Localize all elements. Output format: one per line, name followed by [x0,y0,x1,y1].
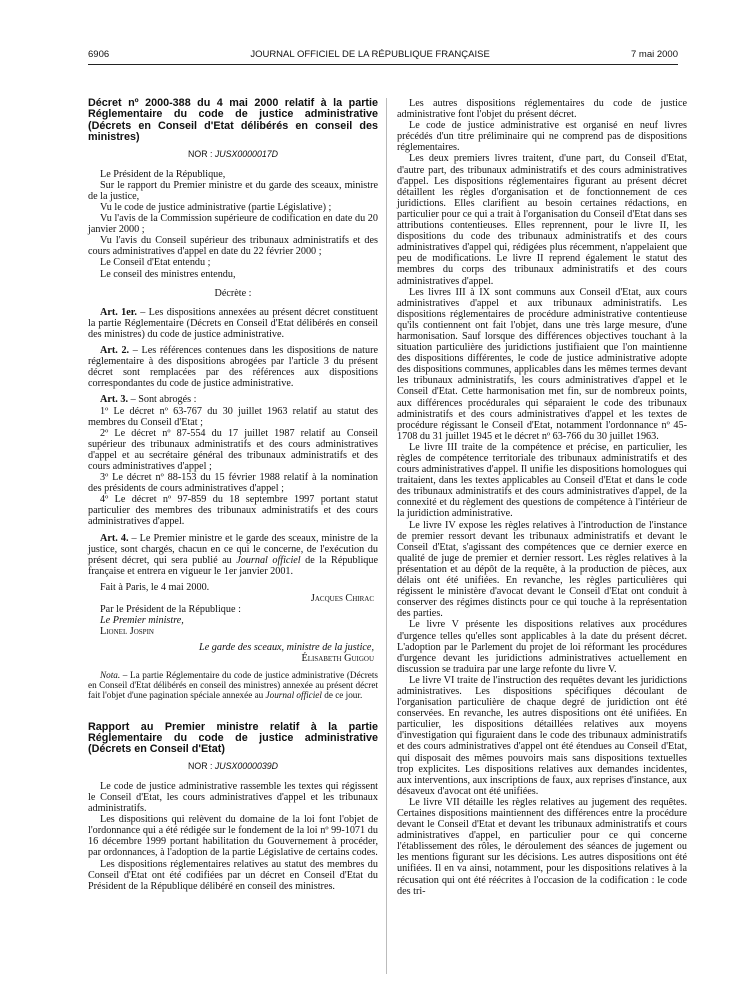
place-date: Fait à Paris, le 4 mai 2000. [100,581,210,593]
visa-5: Vu l'avis du Conseil supérieur des tribunaux administratifs et des cours administratives d'appel en date du 22 février 2000 ; [88,235,378,258]
article-3-item-3: 3º Le décret nº 88-153 du 15 février 1988 relatif à la nomination des présidents de cours administratives d'appel ; [88,472,378,495]
decrete-heading: Décrète : [214,287,252,299]
garde-des-sceaux-title: Le garde des sceaux, ministre de la justice, [199,642,374,654]
article-2-text: – Les références contenues dans les dispositions de nature réglementaire à des dispositions abrogées par l'article 3 du présent décret sont remplacées par des références aux dispositions correspondantes du code de justice administrative. [88,345,378,390]
column-divider [386,98,387,974]
report-paragraph: Les deux premiers livres traitent, d'une part, du Conseil d'Etat, d'autre part, des tribunaux administratifs et des cours administratives d'appel. Les dispositions réglementaires figurant au présent décret détaillent les règles d'organisation et de fonctionnement de ces juridictions. Elles clarifient au besoin certaines rédactions, en particulier pour ce qui a trait à l'organisation du Conseil d'Etat dans ses attributions contentieuses. Elles reprennent, pour le livre II, les dispositions du code des tribunaux administratifs et des cours administratives d'appel qui, rédigées plus récemment, n'appelaient que peu de modifications. Le livre II reprend également le statut des membres du corps des tribunaux administratifs et des cours administratives d'appel. [397,153,687,287]
article-4 [88,533,378,577]
nota-text-a: – La partie Réglementaire du code de justice administrative (Décrets en Conseil d'Etat délibérés en conseil des ministres) annexée au présent décret fait l'objet d'une pagination spéciale annexée au [88,669,378,700]
report-paragraph: Le code de justice administrative est organisé en neuf livres précédés d'un titre préliminaire qui ne comprend pas de dispositions réglementaires. [397,120,687,154]
decree-nor-label: NOR : [188,148,213,159]
prime-minister-title: Le Premier ministre, [100,615,184,627]
visa-4: Vu l'avis de la Commission supérieure de codification en date du 20 janvier 2000 ; [88,213,378,236]
report-nor [88,761,378,772]
article-4-text-b: de la République française et entrera en vigueur le 1er janvier 2001. [88,554,378,577]
article-3-item-2: 2º Le décret nº 87-554 du 17 juillet 1987 relatif au Conseil supérieur des tribunaux administratifs et des cours administratives d'appel et au secrétaire général des tribunaux administratifs et des cours administratives d'appel ; [88,427,378,472]
report-paragraph: Les dispositions réglementaires relatives au statut des membres du Conseil d'Etat ont été codifiées par un décret en Conseil d'Etat du Président de la République délibéré en conseil des ministres. [88,858,378,892]
report-paragraph: Le livre VII détaille les règles relatives au jugement des requêtes. Certaines dispositions maintiennent des différences entre la procédure devant le Conseil d'Etat et devant les tribunaux administratifs et cours administratives d'appel, en particulier pour ce qui concerne l'établissement des rôles, le déroulement des séances de jugement ou les mentions figurant sur les décisions. Les autres dispositions ont été unifiées. Il en va ainsi, notamment, pour les dispositions relatives à la récusation qui ont été réécrites à l'occasion de la codification : le code des tri- [397,796,687,897]
visa-7: Le conseil des ministres entendu, [100,268,236,280]
decree-nor-value: JUSX0000017D [214,148,278,159]
report-paragraph: Le livre III traite de la compétence et précise, en particulier, les règles de compétence territoriale des tribunaux administratifs et des cours administratives d'appel. Il unifie les dispositions homologues qui traitaient, dans les textes applicables au Conseil d'Etat et dans le code des tribunaux administratifs et des cours administratives d'appel, de la connexité et du règlement des questions de compétence à l'intérieur de la juridiction administrative. [397,441,687,520]
report-paragraph: Les livres III à IX sont communs aux Conseil d'Etat, aux cours administratives d'appel et aux tribunaux administratifs. Les dispositions réglementaires de procédure administrative contentieuse qu'ils contiennent ont fait l'objet, dans une très large mesure, d'une harmonisation. Sauf lorsque des différences objectives touchant à la situation particulière des juridictions justifiaient que l'on maintienne des dispositions différentes, le code de justice administrative adopte des dispositions communes, applicables dans les mêmes termes devant les tribunaux administratifs, les cours administratives d'appel et le Conseil d'Etat. Cette harmonisation met fin, sur de nombreux points, aux différences procédurales qui séparaient le code des tribunaux administratifs et des cours administratives d'appel et les textes de procédure régissant le Conseil d'Etat, notamment l'ordonnance nº 45-1708 du 31 juillet 1945 et le décret nº 63-766 du 30 juillet 1963. [397,286,687,442]
article-2-label: Art. 2. [100,345,130,357]
president-signature: Jacques Chirac [310,593,374,604]
visa-3: Vu le code de justice administrative (partie Législative) ; [100,202,332,213]
visa-6: Le Conseil d'Etat entendu ; [100,257,211,269]
article-3-text: – Sont abrogés : [128,394,197,406]
par-le-president: Par le Président de la République : [100,604,241,616]
report-paragraph: Le livre VI traite de l'instruction des requêtes devant les juridictions administratives. Les dispositions spécifiques découlant de l'organisation particulière de chaque degré de juridiction ont été conservées. En revanche, les autres dispositions ont été unifiées. En particulier, les dispositions détaillées relatives aux moyens d'investigation qui figuraient dans le code des tribunaux administratifs et des cours administratives d'appel ont été étendues au Conseil d'Etat, qui disposait des mêmes pouvoirs mais sans dispositions textuelles trop explicites. Les dispositions relatives aux demandes incidentes, aux interventions, aux inscriptions de faux, aux reprises d'instance, aux désaveux d'avocat ont été unifiées. [397,674,687,797]
decree-nor [88,149,378,160]
issue-date: 7 mai 2000 [630,48,678,60]
article-1-text: – Les dispositions annexées au présent décret constituent la partie Réglementaire (Décrets en Conseil d'Etat délibérés en conseil des ministres) du code de justice administrative. [88,306,378,340]
header-rule [88,64,678,65]
report-paragraph: Le code de justice administrative rassemble les textes qui régissent le Conseil d'Etat, les cours administratives d'appel et les tribunaux administratifs. [88,780,378,815]
report-nor-value: JUSX0000039D [214,760,278,771]
article-4-journal: Journal officiel [236,554,301,566]
report-paragraph: Les dispositions qui relèvent du domaine de la loi font l'objet de l'ordonnance qui a été rédigée sur le fondement de la loi nº 99-1071 du 16 décembre 1999 portant habilitation du Gouvernement à procéder, par ordonnances, à l'adoption de la partie Législative de certains codes. [88,814,378,859]
article-3-item-4: 4º Le décret nº 97-859 du 18 septembre 1997 portant statut particulier des membres des tribunaux administratifs et des cours administratives d'appel. [88,494,378,528]
report-paragraph: Le livre IV expose les règles relatives à l'introduction de l'instance de premier ressort devant les tribunaux administratifs et devant le Conseil d'Etat, s'agissant des compétences que ce dernier exerce en qualité de juge de premier et dernier ressort. Les règles relatives à la présentation et au dépôt de la requête, à la production de pièces, aux délais ont été unifiées. En revanche, les règles particulières qui régissent le ministère d'avocat devant le Conseil d'Etat ont conduit à conserver des régimes distincts pour ce qui touche à la représentation des parties. [397,519,687,620]
right-column [397,98,687,897]
article-4-text-a: – Le Premier ministre et le garde des sceaux, ministre de la justice, sont chargés, chacun en ce qui le concerne, de l'exécution du présent décret, qui sera publié au [88,532,378,566]
article-1-label: Art. 1er. [100,306,137,318]
page-number: 6906 [88,48,110,60]
decree-title: Décret nº 2000-388 du 4 mai 2000 relatif à la partie Réglementaire du code de justice administrative (Décrets en Conseil d'Etat délibérés en conseil des ministres) [88,97,378,144]
report-title: Rapport au Premier ministre relatif à la partie Réglementaire du code de justice administrative (Décrets en Conseil d'Etat) [88,720,378,756]
visa-1: Le Président de la République, [100,168,226,180]
garde-des-sceaux-signature: Élisabeth Guigou [301,653,374,665]
report-nor-label: NOR : [188,760,213,771]
article-3-item-1: 1º Le décret nº 63-767 du 30 juillet 1963 relatif au statut des membres du Conseil d'Etat ; [88,405,378,428]
article-1 [88,307,378,340]
page-header [88,47,678,61]
article-2 [88,345,378,389]
nota [88,670,378,700]
journal-title: JOURNAL OFFICIEL DE LA RÉPUBLIQUE FRANÇAISE [250,48,490,60]
report-paragraph: Les autres dispositions réglementaires du code de justice administrative font l'objet du présent décret. [397,98,687,121]
nota-journal: Journal officiel [265,689,322,700]
nota-label: Nota. [100,669,121,680]
nota-text-b: de ce jour. [321,689,363,700]
article-4-label: Art. 4. [100,532,129,544]
article-3 [88,394,378,405]
report-paragraph: Le livre V présente les dispositions relatives aux procédures d'urgence telles qu'elles sont applicables à la date du présent décret. L'adoption par le Parlement du projet de loi réformant les procédures d'urgence devant les juridictions administratives actuellement en discussion se traduira par une large refonte du livre V. [397,619,687,675]
prime-minister-signature: Lionel Jospin [100,626,154,638]
article-3-label: Art. 3. [100,394,129,406]
visa-2: Sur le rapport du Premier ministre et du garde des sceaux, ministre de la justice, [88,179,378,202]
left-column [88,98,378,892]
